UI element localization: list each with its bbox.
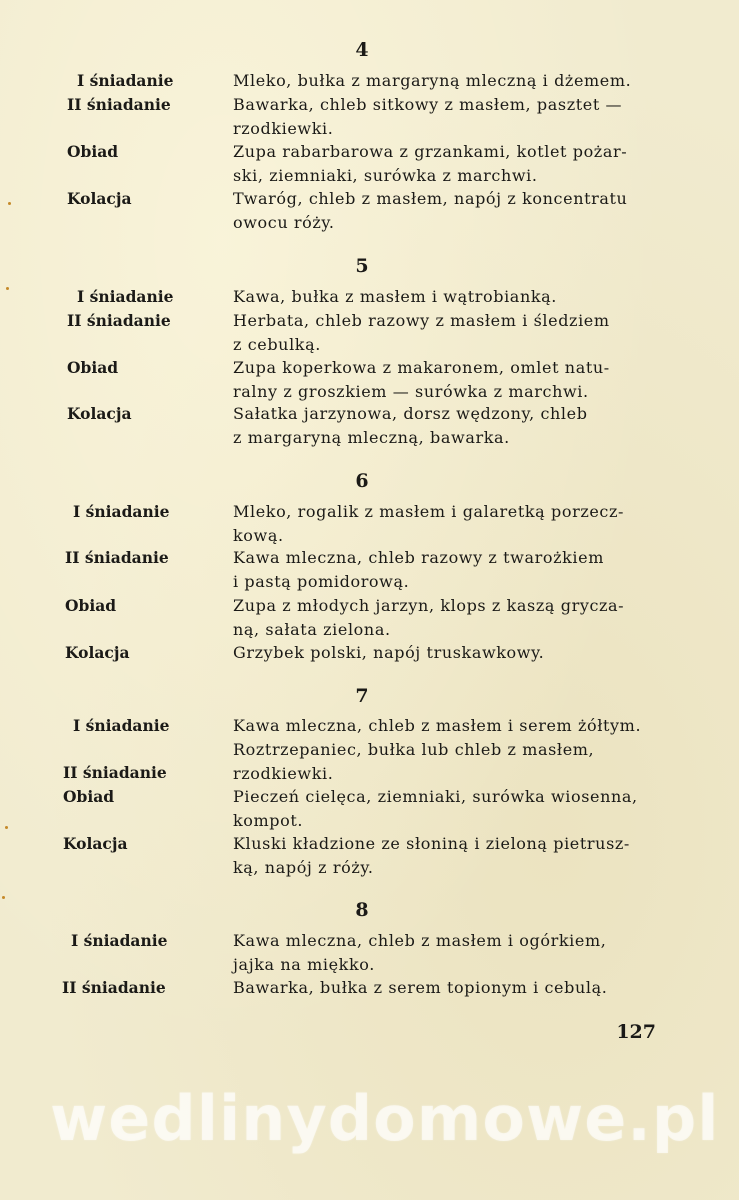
description-line: i pastą pomidorową.: [233, 571, 410, 591]
meal-label: Obiad: [63, 787, 115, 806]
meal-label: Kolacja: [67, 189, 132, 208]
meal-description: [233, 285, 663, 309]
description-line: Mleko, bułka z margaryną mleczną i dżemem.: [233, 71, 632, 90]
meal-label: Obiad: [65, 596, 117, 615]
meal-description: [233, 832, 663, 879]
meal-description: [233, 929, 663, 976]
description-line: Bawarka, chleb sitkowy z masłem, pasztet —: [233, 95, 623, 114]
meal-description: [233, 785, 663, 832]
description-line: Kawa, bułka z masłem i wątrobianką.: [233, 287, 557, 306]
meal-description: [233, 69, 663, 93]
meal-description: [233, 187, 663, 234]
meal-label: Kolacja: [63, 834, 128, 853]
meal-description: [233, 140, 663, 187]
day-number: 5: [355, 255, 369, 277]
paper-speck: [2, 896, 5, 899]
meal-description: [233, 309, 663, 356]
meal-label: I śniadanie: [77, 287, 174, 306]
description-line: Grzybek polski, napój truskawkowy.: [233, 643, 545, 662]
description-line: kową.: [233, 525, 284, 545]
meal-label: II śniadanie: [67, 311, 171, 330]
meal-description: [233, 641, 663, 665]
description-line: Zupa z młodych jarzyn, klops z kaszą grycza-: [233, 596, 625, 615]
meal-label: Obiad: [67, 142, 119, 161]
day-number: 4: [355, 39, 369, 61]
day-number: 8: [355, 899, 369, 921]
meal-description: [233, 594, 663, 641]
day-number: 6: [355, 470, 369, 492]
paper-speck: [8, 202, 11, 205]
meal-label: II śniadanie: [65, 548, 169, 567]
description-line: Kawa mleczna, chleb razowy z twarożkiem: [233, 548, 604, 567]
meal-label: II śniadanie: [67, 95, 171, 114]
meal-description: [233, 500, 663, 547]
paper-speck: [5, 826, 8, 829]
description-line: jajka na miękko.: [233, 954, 375, 974]
meal-description: [233, 356, 663, 403]
watermark: wedlinydomowe.pl: [50, 1082, 720, 1155]
meal-label: I śniadanie: [73, 502, 170, 521]
description-line: Mleko, rogalik z masłem i galaretką porzecz-: [233, 502, 625, 521]
day-number: 7: [355, 685, 369, 707]
description-line: Kawa mleczna, chleb z masłem i ogórkiem,: [233, 931, 607, 950]
meal-label: I śniadanie: [71, 931, 168, 950]
description-line: Bawarka, bułka z serem topionym i cebulą.: [233, 978, 608, 997]
meal-label: I śniadanie: [73, 716, 170, 735]
page-number: 127: [616, 1021, 656, 1043]
description-line: rzodkiewki.: [233, 118, 334, 138]
meal-description: [233, 546, 663, 593]
meal-label: Obiad: [67, 358, 119, 377]
meal-label: Kolacja: [67, 404, 132, 423]
description-line: Zupa koperkowa z makaronem, omlet natu-: [233, 358, 610, 377]
meal-description: [233, 714, 663, 738]
description-line: Herbata, chleb razowy z masłem i śledziem: [233, 311, 610, 330]
meal-label: Kolacja: [65, 643, 130, 662]
description-line: Twaróg, chleb z masłem, napój z koncentratu: [233, 189, 628, 208]
description-line: z cebulką.: [233, 334, 321, 354]
description-line: ralny z groszkiem — surówka z marchwi.: [233, 381, 589, 401]
description-line: ną, sałata zielona.: [233, 619, 391, 639]
description-line: Zupa rabarbarowa z grzankami, kotlet pożar-: [233, 142, 628, 161]
meal-description: [233, 402, 663, 449]
meal-description: [233, 738, 663, 785]
meal-label: II śniadanie: [62, 978, 166, 997]
description-line: kompot.: [233, 810, 304, 830]
description-line: Sałatka jarzynowa, dorsz wędzony, chleb: [233, 404, 588, 423]
description-line: Roztrzepaniec, bułka lub chleb z masłem,: [233, 740, 595, 759]
description-line: z margaryną mleczną, bawarka.: [233, 427, 510, 447]
description-line: ski, ziemniaki, surówka z marchwi.: [233, 165, 538, 185]
description-line: Kluski kładzione ze słoniną i zieloną pietrusz-: [233, 834, 630, 853]
description-line: Pieczeń cielęca, ziemniaki, surówka wiosenna,: [233, 787, 638, 806]
description-line: Kawa mleczna, chleb z masłem i serem żółtym.: [233, 716, 642, 735]
meal-label: II śniadanie: [63, 763, 167, 782]
meal-label: I śniadanie: [77, 71, 174, 90]
paper-speck: [6, 287, 9, 290]
meal-description: [233, 93, 663, 140]
description-line: ką, napój z róży.: [233, 857, 374, 877]
description-line: owocu róży.: [233, 212, 335, 232]
meal-description: [233, 976, 663, 1000]
description-line: rzodkiewki.: [233, 763, 334, 783]
